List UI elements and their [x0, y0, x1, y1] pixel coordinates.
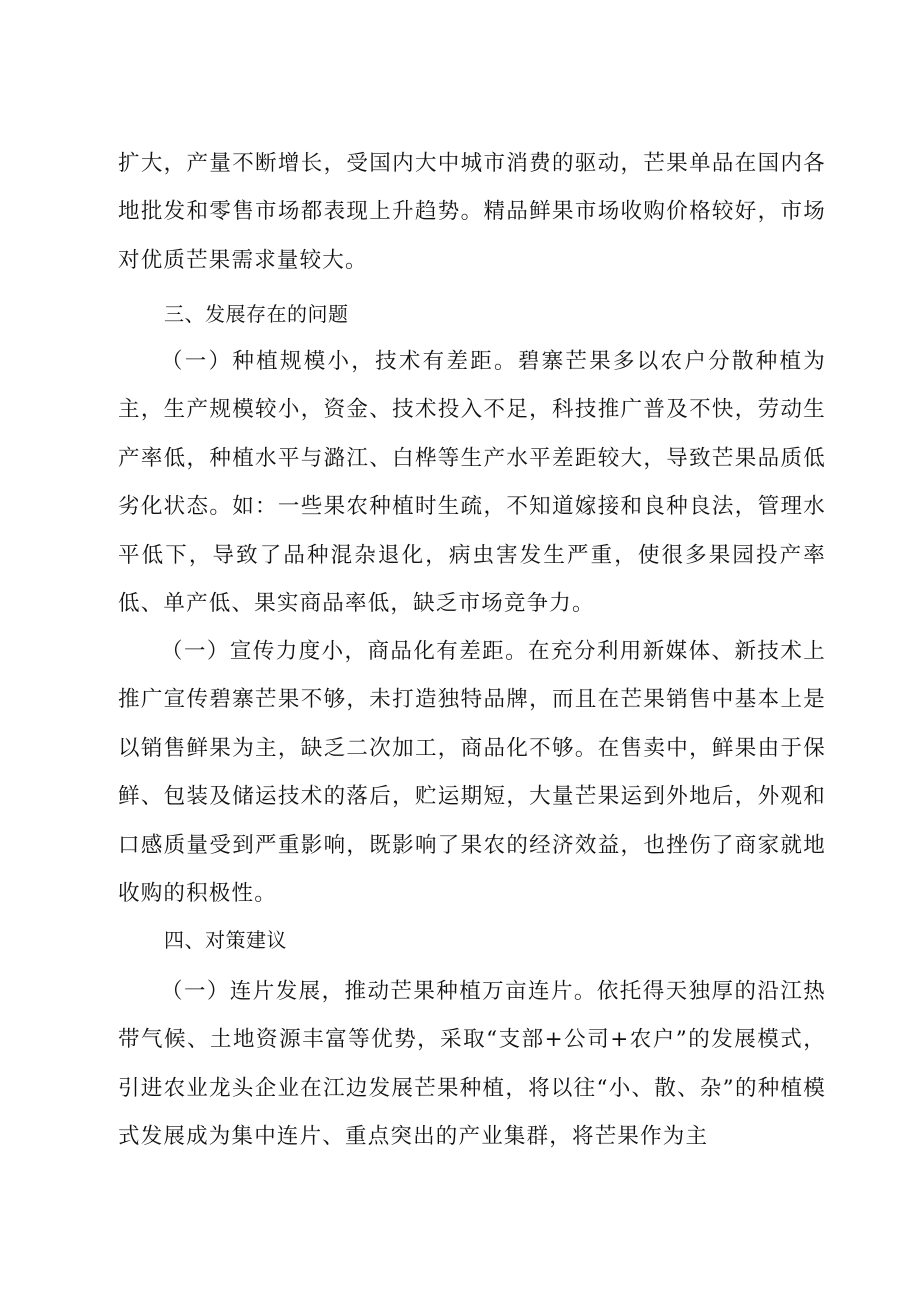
- paragraph-contiguous-development: （一）连片发展，推动芒果种植万亩连片。依托得天独厚的沿江热带气候、土地资源丰富等优势，采取“支部+公司+农户”的发展模式，引进农业龙头企业在江边发展芒果种植，将以往“小、散、杂”的种植模式发展成为集中连片、重点突出的产业集群，将芒果作为主: [118, 979, 826, 1150]
- paragraph-publicity: （一）宣传力度小，商品化有差距。在充分利用新媒体、新技术上推广宣传碧寨芒果不够，未打造独特品牌，而且在芒果销售中基本上是以销售鲜果为主，缺乏二次加工，商品化不够。在售卖中，鲜果由于保鲜、包装及储运技术的落后，贮运期短，大量芒果运到外地后，外观和口感质量受到严重影响，既影响了果农的经济效益，也挫伤了商家就地收购的积极性。: [118, 639, 826, 907]
- paragraph-continuation: 扩大，产量不断增长，受国内大中城市消费的驱动，芒果单品在国内各地批发和零售市场都表现上升趋势。精品鲜果市场收购价格较好，市场对优质芒果需求量较大。: [118, 151, 826, 273]
- section-heading-problems: 三、发展存在的问题: [164, 302, 349, 326]
- section-heading-suggestions: 四、对策建议: [164, 928, 287, 952]
- paragraph-planting-scale: （一）种植规模小，技术有差距。碧寨芒果多以农户分散种植为主，生产规模较小，资金、技术投入不足，科技推广普及不快，劳动生产率低，种植水平与潞江、白桦等生产水平差距较大，导致芒果品质低劣化状态。如：一些果农种植时生疏，不知道嫁接和良种良法，管理水平低下，导致了品种混杂退化，病虫害发生严重，使很多果园投产率低、单产低、果实商品率低，缺乏市场竞争力。: [118, 349, 826, 617]
